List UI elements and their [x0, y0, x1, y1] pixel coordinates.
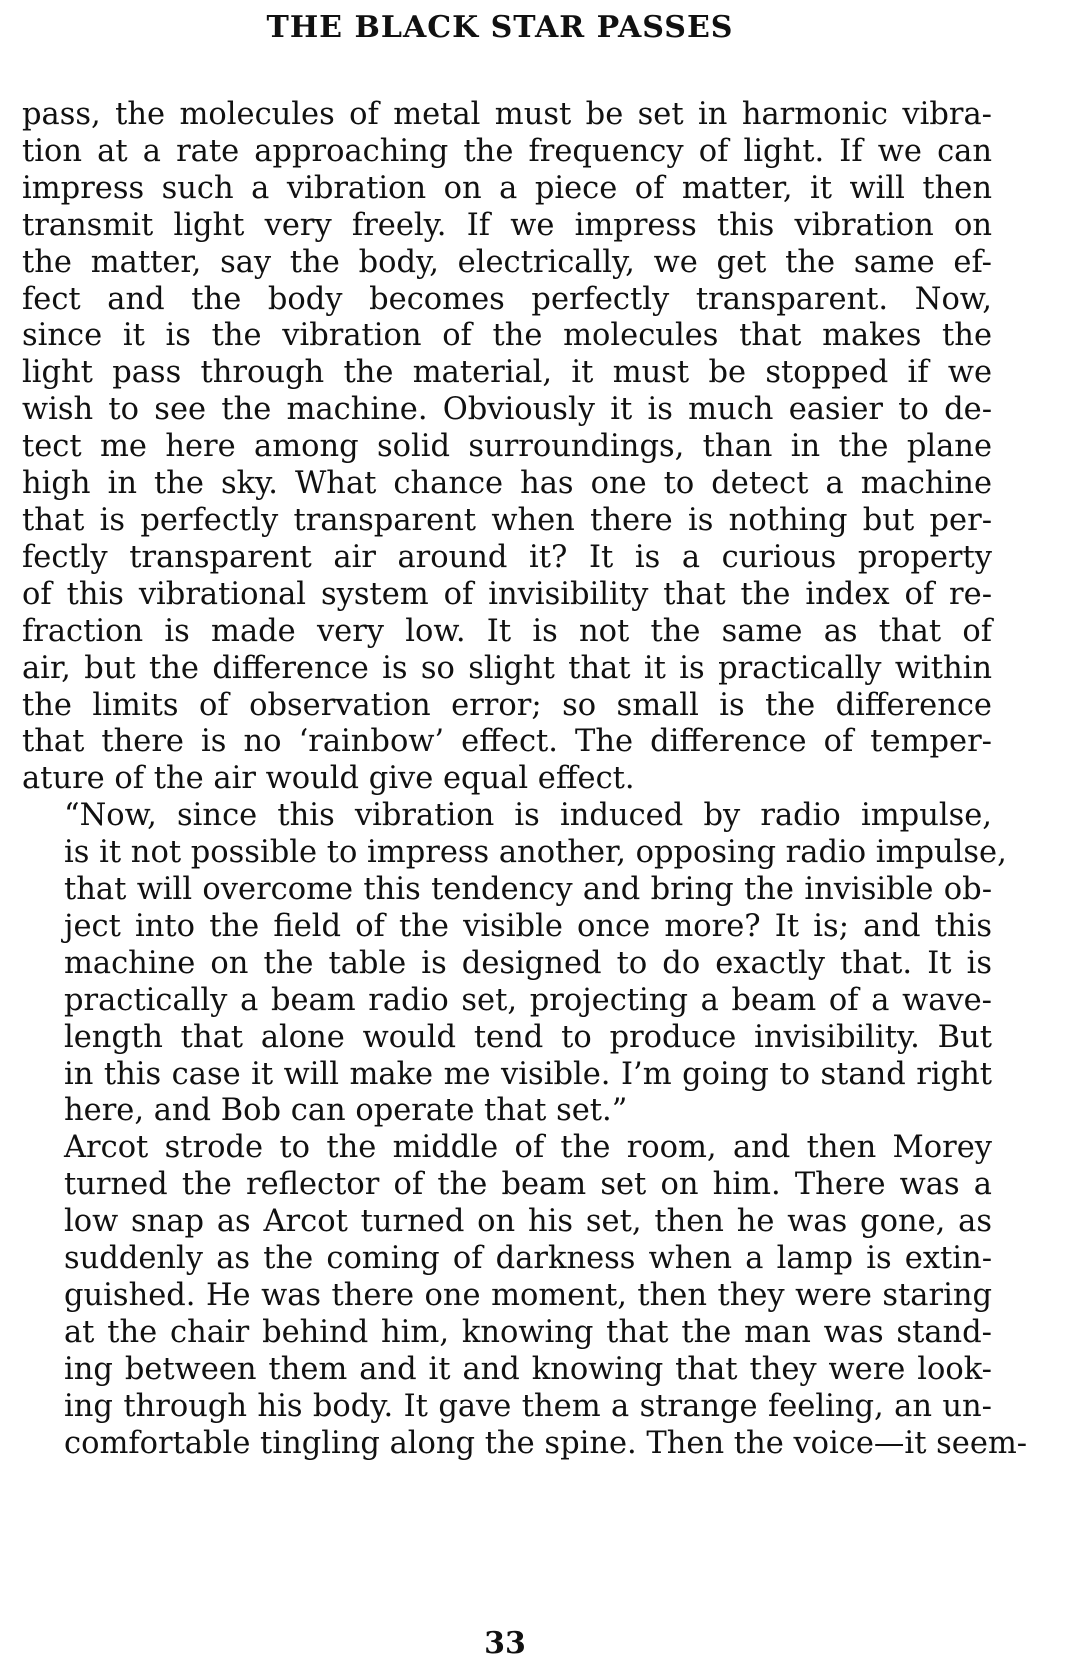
text-line: ature of the air would give equal effect.	[22, 761, 635, 797]
text-line: practically a beam radio set, projecting a beam of a wave-	[64, 982, 992, 1018]
text-line: tect me here among solid surroundings, than in the plane	[22, 429, 992, 465]
text-line: turned the reflector of the beam set on him. There was a	[64, 1167, 992, 1203]
text-line: comfortable tingling along the spine. Then the voice—it seem-	[64, 1425, 1028, 1461]
paragraph-3	[22, 1130, 1028, 1462]
text-line: that is perfectly transparent when there is nothing but per-	[22, 502, 992, 538]
text-line: fraction is made very low. It is not the same as that of	[22, 613, 992, 649]
running-head: THE BLACK STAR PASSES	[266, 10, 734, 45]
text-line: wish to see the machine. Obviously it is much easier to de-	[22, 392, 992, 428]
body-text	[22, 97, 1028, 1463]
text-line: pass, the molecules of metal must be set in harmonic vibra-	[22, 97, 992, 132]
text-line: suddenly as the coming of darkness when a lamp is extin-	[64, 1241, 992, 1277]
text-line: machine on the table is designed to do exactly that. It is	[64, 945, 992, 981]
text-line: in this case it will make me visible. I’m going to stand right	[64, 1056, 992, 1092]
text-line: high in the sky. What chance has one to detect a machine	[22, 466, 992, 502]
text-line: the matter, say the body, electrically, we get the same ef-	[22, 244, 992, 280]
text-line: at the chair behind him, knowing that the man was stand-	[64, 1314, 992, 1350]
text-line: ing through his body. It gave them a strange feeling, an un-	[64, 1388, 992, 1424]
text-line: transmit light very freely. If we impress this vibration on	[22, 207, 992, 243]
page-number: 33	[484, 1626, 526, 1661]
text-line: “Now, since this vibration is induced by radio impulse,	[64, 798, 992, 834]
text-line: fect and the body becomes perfectly transparent. Now,	[22, 281, 992, 317]
text-line: the limits of observation error; so small is the difference	[22, 687, 992, 723]
text-line: impress such a vibration on a piece of matter, it will then	[22, 170, 992, 206]
paragraph-1	[22, 97, 992, 798]
text-line: here, and Bob can operate that set.”	[64, 1093, 628, 1129]
text-line: air, but the difference is so slight that it is practically within	[22, 650, 992, 686]
text-line: low snap as Arcot turned on his set, then he was gone, as	[64, 1204, 992, 1240]
text-line: guished. He was there one moment, then they were staring	[64, 1278, 992, 1313]
text-line: fectly transparent air around it? It is a curious property	[22, 539, 992, 575]
text-line: that there is no ‘rainbow’ effect. The difference of temper-	[22, 724, 992, 760]
text-line: tion at a rate approaching the frequency of light. If we can	[22, 133, 992, 169]
text-line: of this vibrational system of invisibility that the index of re-	[22, 576, 992, 612]
text-line: since it is the vibration of the molecules that makes the	[22, 318, 992, 354]
text-line: ing between them and it and knowing that they were look-	[64, 1351, 992, 1387]
text-line: ject into the field of the visible once more? It is; and this	[64, 908, 992, 944]
text-line: length that alone would tend to produce invisibility. But	[64, 1019, 992, 1055]
text-line: that will overcome this tendency and bring the invisible ob-	[64, 872, 992, 908]
paragraph-2	[22, 798, 1007, 1130]
text-line: is it not possible to impress another, opposing radio impulse,	[64, 835, 1007, 871]
text-line: light pass through the material, it must be stopped if we	[22, 355, 992, 391]
text-line: Arcot strode to the middle of the room, and then Morey	[64, 1130, 992, 1166]
